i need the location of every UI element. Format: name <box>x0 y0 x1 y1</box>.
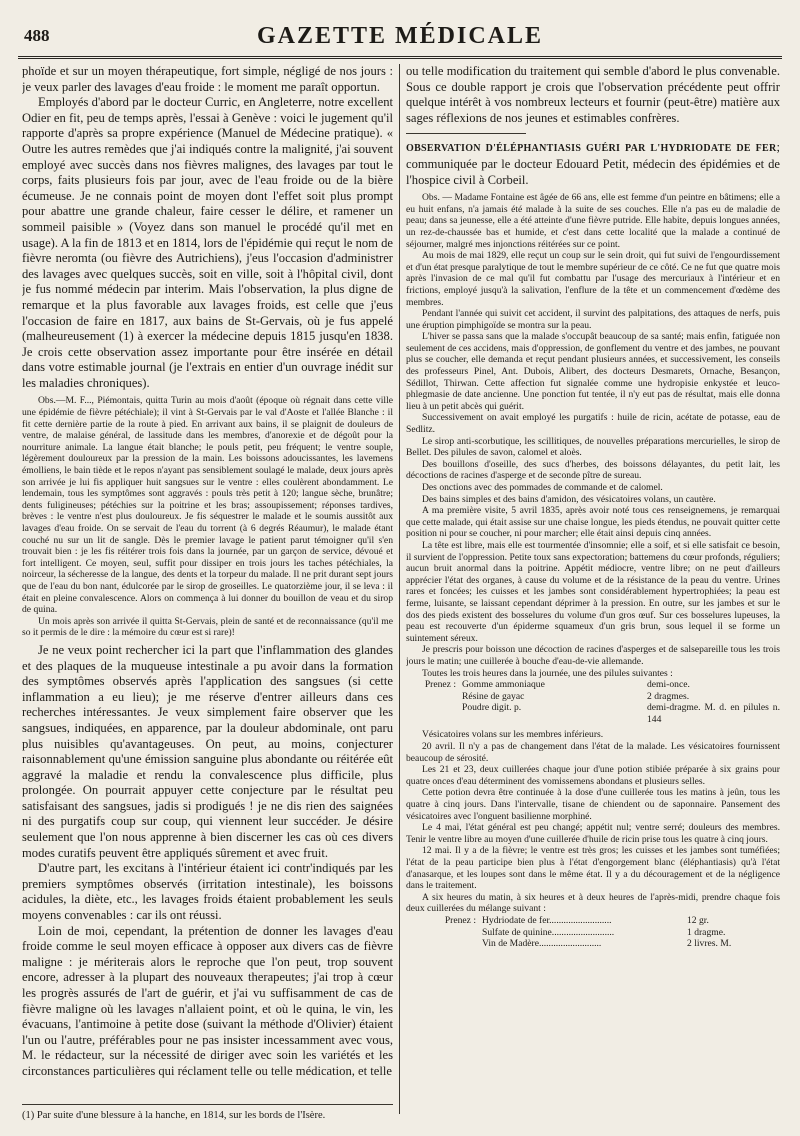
left-column <box>22 64 393 1114</box>
section-divider <box>406 133 526 134</box>
prescription-line: Prenez : Gomme ammoniaque demi-once. <box>424 679 690 691</box>
observation-paragraph: Des bouillons d'oseille, des sucs d'herbes, des boissons délayantes, du petit lait, les décoctions de racines d'asperge et de seconde pître de sureau. <box>406 458 780 482</box>
observation-paragraph: Toutes les trois heures dans la journée, une des pilules suivantes : <box>422 667 673 679</box>
observation-paragraph: Un mois après son arrivée il quitta St-Gervais, plein de santé et de reconnaissance (qu'il me so it permis de le dire : la mémoire du cœur est si rare)! <box>22 615 393 639</box>
article-title-rest: ; communiquée par le docteur Edouard Petit, médecin des épidémies et de l'hospice civil à Corbeil. <box>406 140 780 187</box>
prescription-2 <box>406 915 780 950</box>
page-number: 488 <box>24 26 50 45</box>
prescription-line: Résine de gayac 2 dragmes. <box>462 690 690 702</box>
paragraph: Employés d'abord par le docteur Curric, en Angleterre, notre excellent Odier en fit, peu de temps après, l'essai à Genève : voici le jugement qu'il rapporte d'après sa propre expérience (Manuel de Médecine pratique). « Outre les autres remèdes que j'ai indiqués contre la malignité, j'ai souvent employé avec succès dans nos fièvres malignes, des lavages par tout le corps, faits plusieurs fois par jour, avec de l'eau froide ou de la bière écumeuse. Je ne connais point de moyen dont l'effet soit plus prompt pour abattre une grande chaleur, faire cesser le délire, et ramener un sommeil paisible » (Voyez dans son manuel le procédé qu'il met en usage). A la fin de 1813 et en 1814, lors de l'épidémie qui reçut le nom de fièvre neromta (ou fièvre des Autrichiens), j'eus l'occasion d'administrer des lavages avec quelques succès, soit en ville, soit à l'hôpital civil, dont je fus nommé médecin par interim. Mais l'observation, la plus digne de remarque et la plus favorable aux lavages froids, est celle que j'eus l'occasion de faire en 1817, aux bains de St-Gervais, où je fus appelé (malheureusement (1) à exercer la médecine depuis 1815 jusqu'en 1838. Je crois cette observation assez importante pour être insérée en détail dans votre estimable journal (je l'extrais en entier d'un ouvrage inédit sur les maladies chroniques). <box>22 95 393 390</box>
right-column <box>406 64 780 1124</box>
observation-paragraph: Les 21 et 23, deux cuillerées chaque jour d'une potion stibiée préparée à six grains pour quatre onces d'eau déterminent des vomissemens abondans et plusieurs selles. <box>406 764 780 787</box>
observation-paragraph: Je prescris pour boisson une décoction de racines d'asperges et de salsepareille tous les trois jours le matin; une cuillerée à bouche d'eau-de-vie allemande. <box>406 644 780 667</box>
page-header <box>18 22 782 59</box>
observation-paragraph: A six heures du matin, à six heures et à deux heures de l'après-midi, prendre chaque fois deux cuillerées du mélange suivant : <box>406 891 780 915</box>
prescription-line: Prenez : Hydriodate de fer.......................... 12 gr. <box>444 914 709 926</box>
observation-paragraph: Pendant l'année qui suivit cet accident, il survint des palpitations, des attaques de nerfs, puis une éruption pimphigoïde se montra sur la peau. <box>406 308 780 331</box>
observation-paragraph: Au mois de mai 1829, elle reçut un coup sur le sein droit, qui fut suivi de l'engourdissement et d'un état presque paralytique de tout le membre supérieur de ce côté. Ce ne fut que quatre mois après l'invasion de ce mal qu'il fut combattu par l'usage des mercuriaux à l'intérieur et en frictions, employé jusqu'à la salivation, l'enflure de la tête et un commencement d'œdème des membres. <box>406 250 780 308</box>
article-title <box>406 140 780 188</box>
prescription-line: Sulfate de quinine.......................... 1 dragme. <box>482 926 726 938</box>
column-divider <box>399 64 400 1114</box>
paragraph: Loin de moi, cependant, la prétention de donner les lavages d'eau froide comme le seul moyen efficace à opposer aux divers cas de fièvre maligne : je mériterais alors le reproche que l'on peut, trop souvent encore, adresser à la plupart des nouveaux therapeutes; j'ai trop à cœur les progrès assurés de l'art de guérir, et j'ai vu suffisamment de cas de fièvre maligne où les lavages n'allaient point, et où le quina, le vin, les évacuans, l'antimoine à petite dose (suivant la méthode d'Olivier) étaient l'un ou l'autre, préférables pour ne pas insister incessamment avec vous, M. le rédacteur, sur la nécessité de diriger avec soin les variétés et les circonstances particulières qui réclament telle ou telle médication, et telle <box>22 923 393 1078</box>
observation-paragraph: A ma première visite, 5 avril 1835, après avoir noté tous ces renseignemens, je remarquai que cette malade, qui était assise sur une chaise longue, les pieds étendus, ne pouvait quitter cette position ni pour se coucher, ni pour marcher; elle était ainsi depuis cinq années. <box>406 505 780 540</box>
observation-paragraph: Des bains simples et des bains d'amidon, des vésicatoires volans, un cautère. <box>422 493 716 505</box>
paragraph: Je ne veux point rechercher ici la part que l'inflammation des glandes et des plaques de la muqueuse intestinale a pu avoir dans la formation des symptômes observés après l'application des sangsues (si cette inflammation a eu lieu); je me réserve d'entrer ailleurs dans ces recherches intéressantes. Je veux simplement faire observer que les sangsues, indiquées, en apparence, par la douleur abdominale, ont paru plus nuisibles qu'avantageuses. On peut, au moins, conjecturer raisonnablement qu'une émission sanguine plus abondante ou réitérée eût aggravé la maladie et rendu la convalescence plus difficile, plus prolongée. On pourrait appuyer cette conjecture par le résultat peu satisfaisant des sangsues, jadis si prodigués ! je ne dis rien des saignées ni des purgatifs coup sur coup, qui viennent leur succéder. Je désire seulement que l'on nous apprenne à bien discerner les cas où ces divers modes curatifs peuvent être appliqués sûrement et avec fruit. <box>22 642 393 860</box>
observation-paragraph: Cette potion devra être continuée à la dose d'une cuillerée tous les matins à jeûn, tous les quatre à cinq jours. Dans l'intervalle, tisane de chiendent ou de saponnaire. Pansement des vésicatoires avec l'onguent basilienne morphiné. <box>406 787 780 822</box>
article-title-caps: OBSERVATION D'ÉLÉPHANTIASIS GUÉRI PAR L'HYDRIODATE DE FER <box>406 143 777 155</box>
prescription-line: Poudre digit. p. demi-dragme. M. d. en pilules n. 144 <box>462 702 780 725</box>
observation-paragraph: Le 4 mai, l'état général est peu changé; appétit nul; ventre serré; douleurs des membres. Tenir le ventre libre au moyen d'une cuillerée d'huile de ricin prise tous les quatre à cinq jours. <box>406 822 780 845</box>
observation-paragraph: Le sirop anti-scorbutique, les scillitiques, de nouvelles préparations mercurielles, le sirop de Bellet. Des pilules de savon, calomel et aloès. <box>406 435 780 459</box>
footnote: (1) Par suite d'une blessure à la hanche, en 1814, sur les bords de l'Isère. <box>22 1104 393 1122</box>
paragraph: ou telle modification du traitement qui semble d'abord le plus convenable. Sous ce double rapport je crois que l'observation précédente peut offrir quelque intérêt à vos nombreux lecteurs et fournir (peut-être) matière aux sages réflexions de nos jeunes et estimables confrères. <box>406 64 780 125</box>
observation-paragraph: Successivement on avait employé les purgatifs : huile de ricin, acétate de potasse, eau de Sedlitz. <box>406 412 780 436</box>
masthead-title: GAZETTE MÉDICALE <box>256 23 544 49</box>
observation-paragraph: La tête est libre, mais elle est tourmentée d'insomnie; elle a soif, et si elle satisfait ce besoin, il survient de l'oppression. Petite toux sans expectoration; battemens du cœur profonds, réguliers; aucun bruit anormal dans la poitrine. Appétit médiocre, ventre libre; on ne peut d'ailleurs apprécier l'état des organes, à cause du volume et de la résistance de la peau du ventre. Urines rares et foncées; les cuisses et les jambes sont considérablement hypertrophiées; la peau est ferme, luisante, se laissant cependant déprimer à la pression. En outre, sur les jambes et sur le dos des pieds existent des bosselures du volume d'un gros œuf. Sur ces bosselures lupeuses, la peau est recouverte d'un épiderme squameux d'un gris brun, sous lequel il se forme un suintement séreux. <box>406 539 780 644</box>
observation-paragraph: 12 mai. Il y a de la fièvre; le ventre est très gros; les cuisses et les jambes sont tuméfiées; l'état de la peau participe bien plus à l'état d'engorgement blanc (éléphantiasis) qu'à l'état d'anasarque, et les loupes sont dans le même état. Il y a du découragement et de la négligence dans le traitement. <box>406 845 780 892</box>
observation-paragraph: Vésicatoires volans sur les membres inférieurs. <box>422 729 604 741</box>
observation-paragraph: Obs. — Madame Fontaine est âgée de 66 ans, elle est femme d'un peintre en bâtimens; elle a eu huit enfans, n'a jamais été malade à la suite de ses couches. Elle n'a pas eu de maladie de peau; dans sa jeunesse, elle a été atteinte d'une fièvre putride. Elle habite, depuis longues années, un rez-de-chaussée bas et humide, et c'est dans cette localité que la malade a continué de séjourner, malgré mes injonctions réitérées sur ce point. <box>406 192 780 250</box>
paragraph: phoïde et sur un moyen thérapeutique, fort simple, négligé de nos jours : je veux parler des lavages d'eau froide : le moment me paraît opportun. <box>22 64 393 94</box>
observation-paragraph: Obs.—M. F..., Piémontais, quitta Turin au mois d'août (époque où régnait dans cette ville une épidémie de fièvre pétéchiale); il vint à St-Gervais par le val d'Aoste et l'allée Blanche : il fit cette dernière partie de la route à pied. En arrivant aux bains, il se plaignit de douleurs de ventre, de malaise général, de lassitude dans les membres, d'anorexie et de dégoût pour la nourriture animale. La langue était blanche; le pouls petit, peu fréquent; le ventre souple, légèrement douloureux par la pression de la main. Les boissons adoucissantes, les lavemens émolliens, le bain tiède et le repos n'ayant pas sensiblement soulagé le malade, deux jours après son arrivée je lui fis appliquer huit sangsues sur le ventre : elles coulèrent abondamment. Le lendemain, tous les symptômes sont aggravés : pouls très petit à 120; langue sèche, brunâtre; dents fuligineuses; pétéchies sur la poitrine et les bras; assoupissement; réponses tardives, brèves : le ventre n'est plus douloureux. Je fis séquestrer le malade et le soumis aussitôt aux lavages d'eau froide. On se servait de l'eau du torrent (à 6 degrés Réaumur), le malade étant couché nu sur un lit de sangle. Dès le premier lavage le patient parut témoigner qu'il s'en trouvait bien : je les fis réitérer trois fois dans la journée, par un garçon de service, dévoué et fort intelligent. Ce moyen, seul, suffit pour dissiper en trois jours les taches pétéchiales, la noirceur, la sécheresse de la langue, des dents et la torpeur du malade. Il ne prit durant sept jours que de l'eau du bon nant, édulcorée par le sirop de groseilles. Le quatorzième jour, il se leva : il était en pleine convalescence. Alors on commença à lui donner du bouillon de veau et du sirop de quina. <box>22 395 393 616</box>
observation-paragraph: L'hiver se passa sans que la malade s'occupât beaucoup de sa santé; mais enfin, fatiguée non seulement de ces accidens, mais d'oppression, de gonflement du ventre et des jambes, ne pouvant plus se coucher, elle demanda et reçut pendant plusieurs années, et successivement, les conseils des professeurs Pinel, Ant. Dubois, Alibert, des docteurs Desmarets, Ornache, Besançon, Sédillot, Thirwan. Cette affection fut signalée comme une hydropisie enkystée et leuco-phlegmasie de date ancienne. Une ponction fut tentée, il n'y eut pas de résultat, mais elle donna lieu à un petit abcès qui guérit. <box>406 331 780 412</box>
observation-paragraph: 20 avril. Il n'y a pas de changement dans l'état de la malade. Les vésicatoires fournissent beaucoup de sérosité. <box>406 741 780 764</box>
observation-paragraph: Des onctions avec des pommades de commande et de calomel. <box>422 482 663 493</box>
prescription-1 <box>406 679 780 725</box>
prescription-line: Vin de Madère.......................... 2 livres. M. <box>482 938 732 950</box>
paragraph: D'autre part, les excitans à l'intérieur étaient ici contr'indiqués par les premiers symptômes observés (irritation intestinale), les boissons acidules, la diète, etc., les lavages froids étaient probablement les seuls moyens convenables : car ils ont réussi. <box>22 861 393 923</box>
